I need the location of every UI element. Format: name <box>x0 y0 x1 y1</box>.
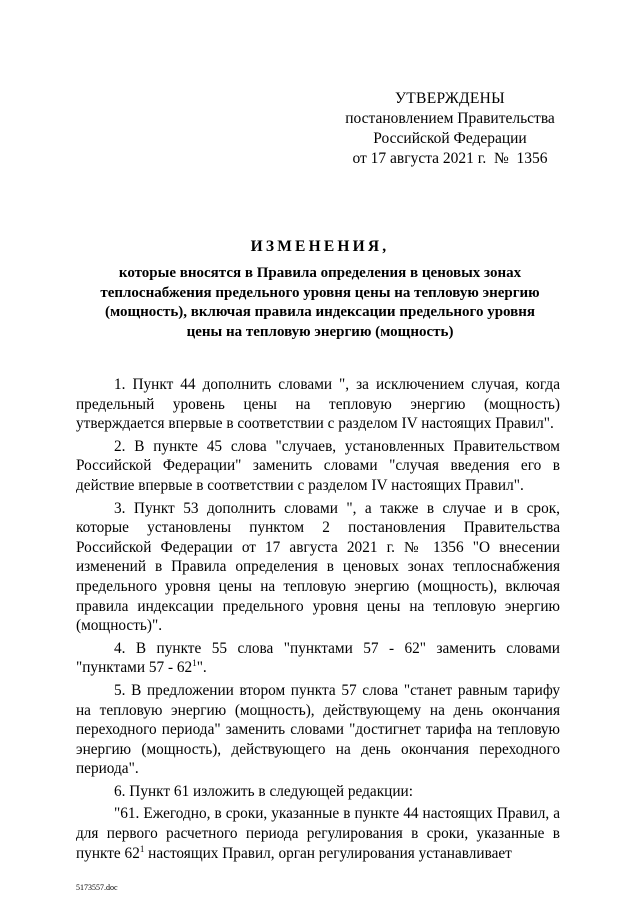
paragraph-4-text: 4. В пункте 55 слова "пунктами 57 - 62" заменить словами "пунктами 57 - 62 <box>76 639 560 677</box>
approval-line-2: Российской Федерации <box>373 130 527 147</box>
paragraph-4 <box>76 639 560 678</box>
paragraph-4-superscript: 1 <box>192 658 197 669</box>
approval-stamp <box>340 89 560 169</box>
paragraph-7-superscript: 1 <box>139 843 145 854</box>
approval-line-1: постановлением Правительства <box>345 110 555 127</box>
subtitle-line-1: которые вносятся в Правила определения в ценовых зонах <box>118 265 522 281</box>
document-subtitle <box>95 264 545 342</box>
paragraph-4-end: ". <box>196 659 207 677</box>
subtitle-line-3: (мощность), включая правила индексации предельного уровня <box>104 304 536 320</box>
paragraph-1: 1. Пункт 44 дополнить словами ", за исключением случая, когда предельный уровень цены на тепловую энергию (мощность) утверждается впервые в соответствии с разделом IV настоящих Правил". <box>76 376 560 433</box>
paragraph-7-end: настоящих Правил, орган регулирования устанавливает <box>144 844 512 862</box>
paragraph-2: 2. В пункте 45 слова "случаев, установленных Правительством Российской Федерации" заменить словами "случая введения его в действие впервые в соответствии с разделом IV настоящих Правил". <box>76 437 560 494</box>
document-body <box>76 375 560 866</box>
approval-line-3: от 17 августа 2021 г. № 1356 <box>352 150 548 167</box>
paragraph-7-text: "61. Ежегодно, в сроки, указанные в пункте 44 настоящих Правил, а для первого расчетного периода регулирования в сроки, указанные в пункте 62 <box>76 805 560 862</box>
file-name-footer: 5173557.doc <box>76 883 118 892</box>
paragraph-5: 5. В предложении втором пункта 57 слова "станет равным тарифу на тепловую энергию (мощность), действующему на день окончания переходного периода" заменить словами "достигнет тарифа на тепловую энергию (мощность), действующего на день окончания переходного периода". <box>76 681 560 778</box>
subtitle-line-2: теплоснабжения предельного уровня цены на тепловую энергию <box>100 284 540 301</box>
subtitle-line-4: цены на тепловую энергию (мощность) <box>186 323 454 340</box>
approval-heading: УТВЕРЖДЕНЫ <box>395 90 505 107</box>
paragraph-6: 6. Пункт 61 изложить в следующей редакции: <box>114 782 413 800</box>
paragraph-3: 3. Пункт 53 дополнить словами ", а также в случае и в срок, которые установлены пунктом 2 постановления Правительства Российской Федерации от 17 августа 2021 г. № 1356 "О внесении изменений в Правила определения в ценовых зонах теплоснабжения предельного уровня цены на тепловую энергию (мощность), включая правила индексации предельного уровня цены на тепловую энергию (мощность)". <box>76 499 560 635</box>
document-title: ИЗМЕНЕНИЯ, <box>250 238 390 255</box>
paragraph-7 <box>76 804 560 863</box>
